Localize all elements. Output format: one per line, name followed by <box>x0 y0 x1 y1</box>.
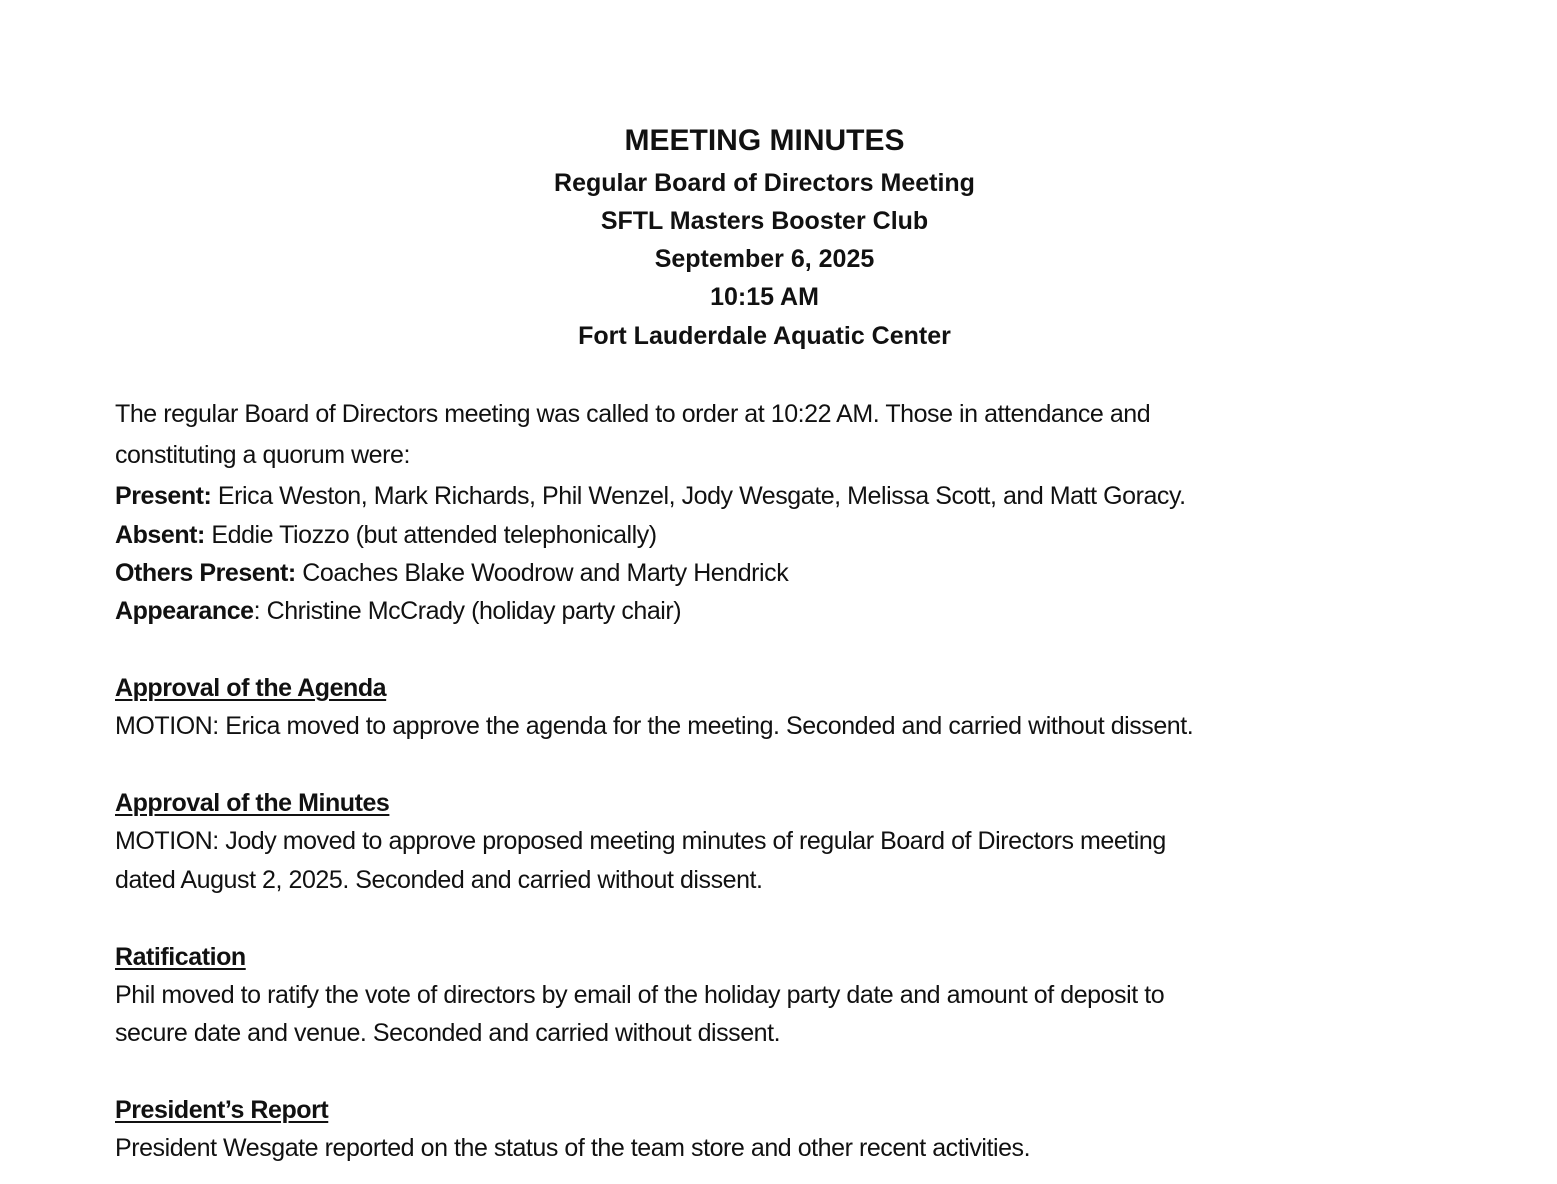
appearance-value: : Christine McCrady (holiday party chair) <box>253 597 682 625</box>
others-label: Others Present: <box>115 559 296 587</box>
attendance-absent <box>115 516 657 554</box>
section-text-ratification-2: secure date and venue. Seconded and carried without dissent. <box>115 1019 781 1047</box>
meeting-time: 10:15 AM <box>710 283 819 311</box>
section-text-presidents-report: President Wesgate reported on the status of the team store and other recent activities. <box>115 1134 1031 1162</box>
section-text-minutes-1: MOTION: Jody moved to approve proposed meeting minutes of regular Board of Directors meeting <box>115 827 1166 855</box>
document-title: MEETING MINUTES <box>624 124 905 157</box>
section-heading-minutes: Approval of the Minutes <box>115 789 390 817</box>
section-text-agenda: MOTION: Erica moved to approve the agenda for the meeting. Seconded and carried without dissent. <box>115 712 1194 740</box>
meeting-date: September 6, 2025 <box>654 245 875 273</box>
attendance-present <box>115 477 1186 515</box>
section-heading-ratification: Ratification <box>115 943 246 971</box>
absent-value: Eddie Tiozzo (but attended telephonically) <box>204 521 657 549</box>
section-heading-presidents-report: President’s Report <box>115 1096 329 1124</box>
section-text-ratification-1: Phil moved to ratify the vote of directors by email of the holiday party date and amount of deposit to <box>115 981 1165 1009</box>
present-value: Erica Weston, Mark Richards, Phil Wenzel, Jody Wesgate, Melissa Scott, and Matt Goracy. <box>211 482 1186 510</box>
section-text-minutes-2: dated August 2, 2025. Seconded and carried without dissent. <box>115 866 763 894</box>
meeting-type: Regular Board of Directors Meeting <box>554 169 975 197</box>
present-label: Present: <box>115 482 212 510</box>
organization-name: SFTL Masters Booster Club <box>600 207 929 235</box>
absent-label: Absent: <box>115 521 205 549</box>
appearance-label: Appearance <box>115 597 254 625</box>
intro-line-2: constituting a quorum were: <box>115 441 410 469</box>
attendance-appearance <box>115 592 681 630</box>
attendance-others <box>115 554 788 592</box>
intro-line-1: The regular Board of Directors meeting was called to order at 10:22 AM. Those in attendance and <box>115 400 1151 428</box>
others-value: Coaches Blake Woodrow and Marty Hendrick <box>295 559 789 587</box>
section-heading-agenda: Approval of the Agenda <box>115 674 387 702</box>
meeting-location: Fort Lauderdale Aquatic Center <box>578 322 951 350</box>
